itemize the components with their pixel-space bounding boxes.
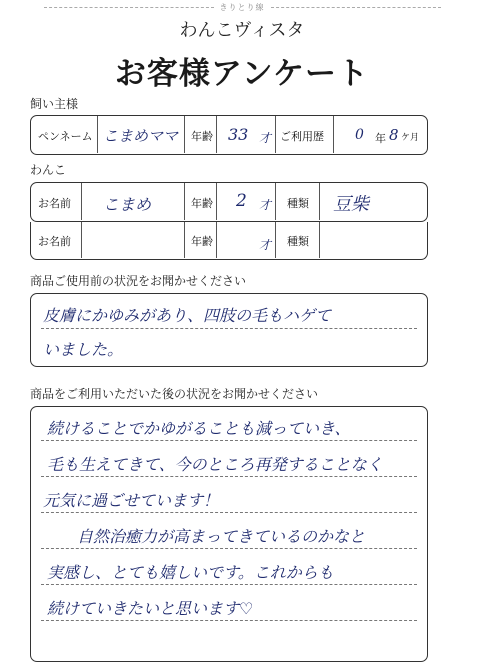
dog-age-label: 年齢 xyxy=(191,197,213,210)
dog2-age-unit: 才 xyxy=(259,238,272,252)
after-line-1: 続けることでかゆがることも減っていき、 xyxy=(47,419,351,438)
dog-age-unit: 才 xyxy=(259,198,272,212)
before-line-2: いました。 xyxy=(43,340,124,359)
dog-name-label: お名前 xyxy=(38,197,71,210)
after-line-6: 続けていきたいと思います♡ xyxy=(47,599,254,618)
after-question: 商品をご利用いただいた後の状況をお聞かせください xyxy=(30,387,319,401)
before-question: 商品ご使用前の状況をお聞かせください xyxy=(30,274,247,288)
owner-age-value: 33 xyxy=(228,125,249,144)
after-line-4: 自然治癒力が高まってきているのかなと xyxy=(77,527,366,546)
owner-age-unit: 才 xyxy=(259,131,272,145)
dog-row-1 xyxy=(30,182,428,222)
dog-row-2 xyxy=(30,222,428,260)
owner-section-label: 飼い主様 xyxy=(30,97,79,111)
before-answer-box xyxy=(30,293,428,367)
dog-breed-value: 豆柴 xyxy=(333,194,369,215)
dog-name-value: こまめ xyxy=(103,195,152,214)
dog2-name-label: お名前 xyxy=(38,235,71,248)
dog-breed-label: 種類 xyxy=(287,197,309,210)
pen-name-label: ペンネーム xyxy=(38,130,93,143)
history-years-unit: 年 xyxy=(375,132,386,145)
history-months: 8 xyxy=(389,126,399,144)
owner-age-label: 年齢 xyxy=(191,130,213,143)
after-line-3: 元気に過ごせています！ xyxy=(43,491,220,510)
history-months-unit: ケ月 xyxy=(401,133,420,143)
after-line-5: 実感し、とても嬉しいです。これからも xyxy=(47,563,334,582)
history-years: 0 xyxy=(355,127,364,143)
dog2-age-label: 年齢 xyxy=(191,235,213,248)
owner-info-box xyxy=(30,115,428,155)
before-line-1: 皮膚にかゆみがあり、四肢の毛もハゲて xyxy=(43,306,332,325)
dog2-breed-label: 種類 xyxy=(287,235,309,248)
cut-line: きりとり線 xyxy=(0,2,484,13)
dog-age-value: 2 xyxy=(236,191,247,211)
after-line-2: 毛も生えてきて、今のところ再発することなく xyxy=(47,455,383,474)
brand-name: わんこヴィスタ xyxy=(179,20,305,41)
page-title: お客様アンケート xyxy=(114,56,370,92)
dogs-section-label: わんこ xyxy=(30,163,67,177)
history-label: ご利用歴 xyxy=(280,130,324,143)
pen-name-value: こまめママ xyxy=(103,127,179,145)
after-answer-box xyxy=(30,406,428,662)
